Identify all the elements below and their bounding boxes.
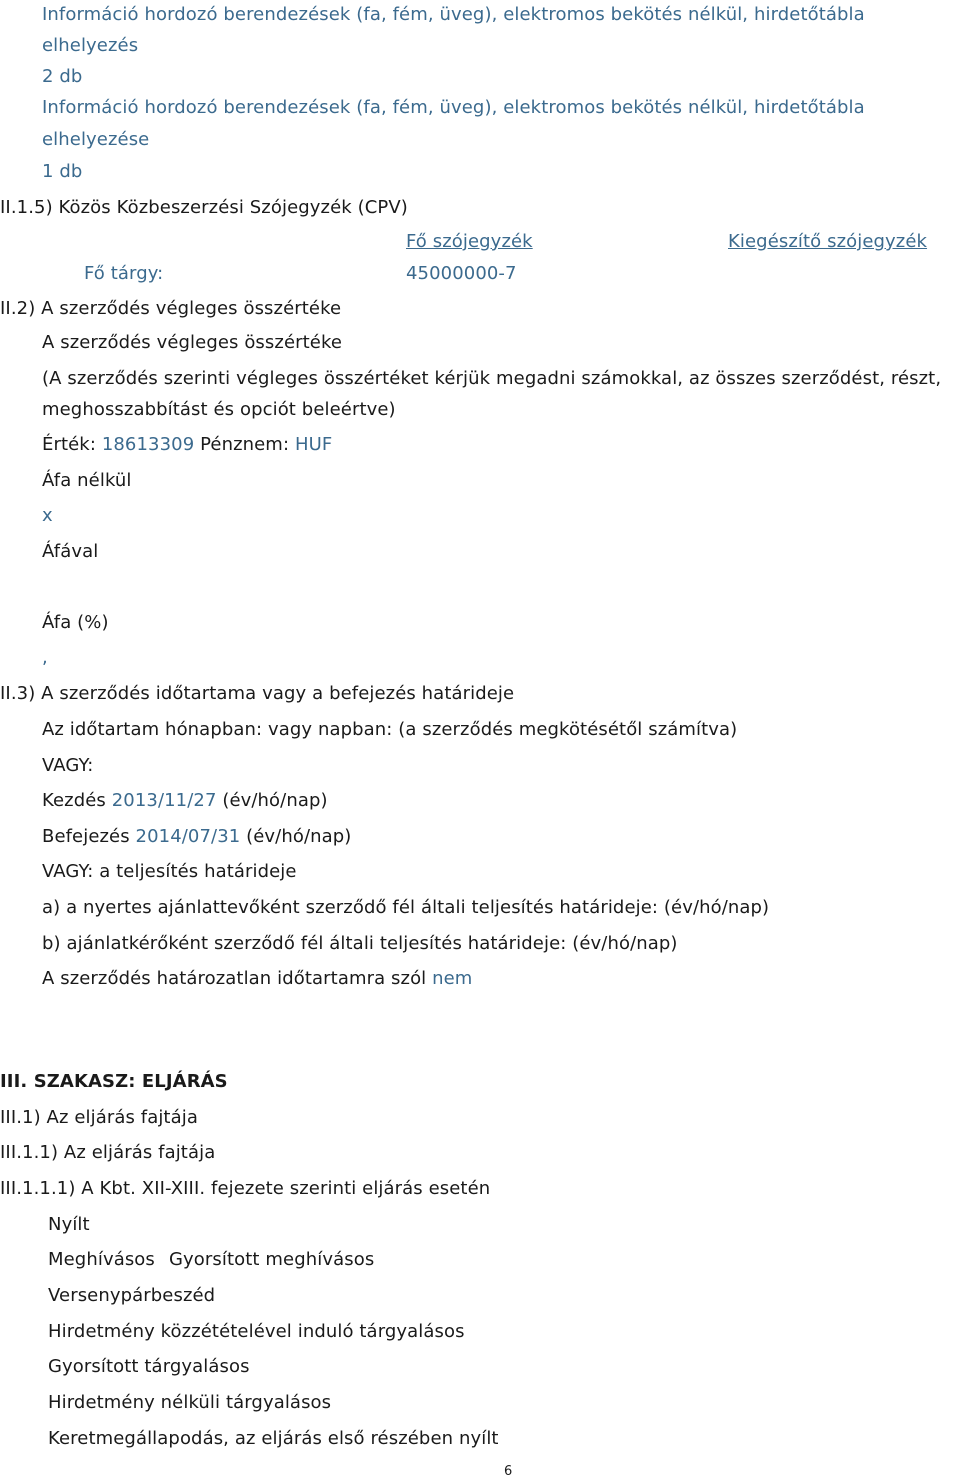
total-value-note-line1: (A szerződés szerinti végleges összértéket kérjük megadni számokkal, az összes szerződést, részt, — [42, 368, 942, 389]
page-number: 6 — [504, 1464, 513, 1479]
end-date-value: 2014/07/31 — [135, 826, 241, 847]
duration-or-1: VAGY: — [42, 755, 94, 776]
value-label: Érték: — [42, 434, 96, 455]
item1-description-line1: Információ hordozó berendezések (fa, fém, üveg), elektromos bekötés nélkül, hirdetőtábla — [42, 4, 865, 25]
duration-period-line: Az időtartam hónapban: vagy napban: (a szerződés megkötésétől számítva) — [42, 719, 738, 740]
cpv-main-object-label: Fő tárgy: — [84, 263, 164, 284]
indefinite-value: nem — [432, 968, 473, 989]
with-vat-label: Áfával — [42, 541, 99, 562]
duration-heading: II.3) A szerződés időtartama vagy a befejezés határideje — [0, 683, 515, 704]
end-date-format: (év/hó/nap) — [246, 826, 352, 847]
section-3-title: III. SZAKASZ: ELJÁRÁS — [0, 1071, 228, 1092]
start-date-row — [42, 789, 328, 813]
start-date-format: (év/hó/nap) — [222, 790, 328, 811]
cpv-main-object-code: 45000000-7 — [406, 263, 517, 284]
procedure-option-open: Nyílt — [48, 1214, 90, 1235]
procedure-option-negotiated-with-notice: Hirdetmény közzétételével induló tárgyalásos — [48, 1321, 465, 1342]
procedure-option-competitive-dialogue: Versenypárbeszéd — [48, 1285, 216, 1306]
procedure-option-accelerated-restricted: Gyorsított meghívásos — [169, 1249, 375, 1270]
currency-label: Pénznem: — [200, 434, 290, 455]
section-3-heading-3: III.1.1.1) A Kbt. XII-XIII. fejezete szerinti eljárás esetén — [0, 1178, 491, 1199]
total-value-heading: II.2) A szerződés végleges összértéke — [0, 298, 342, 319]
start-date-label: Kezdés — [42, 790, 106, 811]
deadline-b: b) ajánlatkérőként szerződő fél általi teljesítés határideje: (év/hó/nap) — [42, 933, 678, 954]
total-value-subheading: A szerződés végleges összértéke — [42, 332, 343, 353]
procedure-option-restricted: Meghívásos — [48, 1249, 155, 1270]
vat-percent-value: , — [42, 647, 48, 668]
procedure-option-accelerated-negotiated: Gyorsított tárgyalásos — [48, 1356, 250, 1377]
currency-value: HUF — [294, 434, 333, 455]
without-vat-label: Áfa nélkül — [42, 470, 132, 491]
section-3-heading-1: III.1) Az eljárás fajtája — [0, 1107, 198, 1128]
total-value-note-line2: meghosszabbítást és opciót beleértve) — [42, 399, 396, 420]
indefinite-row — [42, 967, 472, 991]
deadline-a: a) a nyertes ajánlattevőként szerződő fél általi teljesítés határideje: (év/hó/nap) — [42, 897, 770, 918]
item2-description-line2: elhelyezése — [42, 129, 150, 150]
start-date-value: 2013/11/27 — [111, 790, 217, 811]
cpv-heading: II.1.5) Közös Közbeszerzési Szójegyzék (CPV) — [0, 197, 408, 218]
procedure-option-framework-open: Keretmegállapodás, az eljárás első részében nyílt — [48, 1428, 499, 1449]
end-date-row — [42, 825, 351, 849]
item1-description-line2: elhelyezés — [42, 35, 139, 56]
without-vat-mark: x — [42, 505, 53, 526]
indefinite-label: A szerződés határozatlan időtartamra szól — [42, 968, 427, 989]
cpv-supplementary-vocabulary-header: Kiegészítő szójegyzék — [728, 231, 928, 252]
value-amount: 18613309 — [101, 434, 195, 455]
value-row — [42, 433, 332, 457]
end-date-label: Befejezés — [42, 826, 130, 847]
procedure-option-negotiated-without-notice: Hirdetmény nélküli tárgyalásos — [48, 1392, 332, 1413]
item1-quantity: 2 db — [42, 66, 83, 87]
duration-or-2: VAGY: a teljesítés határideje — [42, 861, 297, 882]
item2-description-line1: Információ hordozó berendezések (fa, fém, üveg), elektromos bekötés nélkül, hirdetőtábla — [42, 97, 865, 118]
section-3-heading-2: III.1.1) Az eljárás fajtája — [0, 1142, 216, 1163]
item2-quantity: 1 db — [42, 161, 83, 182]
cpv-main-vocabulary-header: Fő szójegyzék — [406, 231, 533, 252]
vat-percent-label: Áfa (%) — [42, 612, 109, 633]
